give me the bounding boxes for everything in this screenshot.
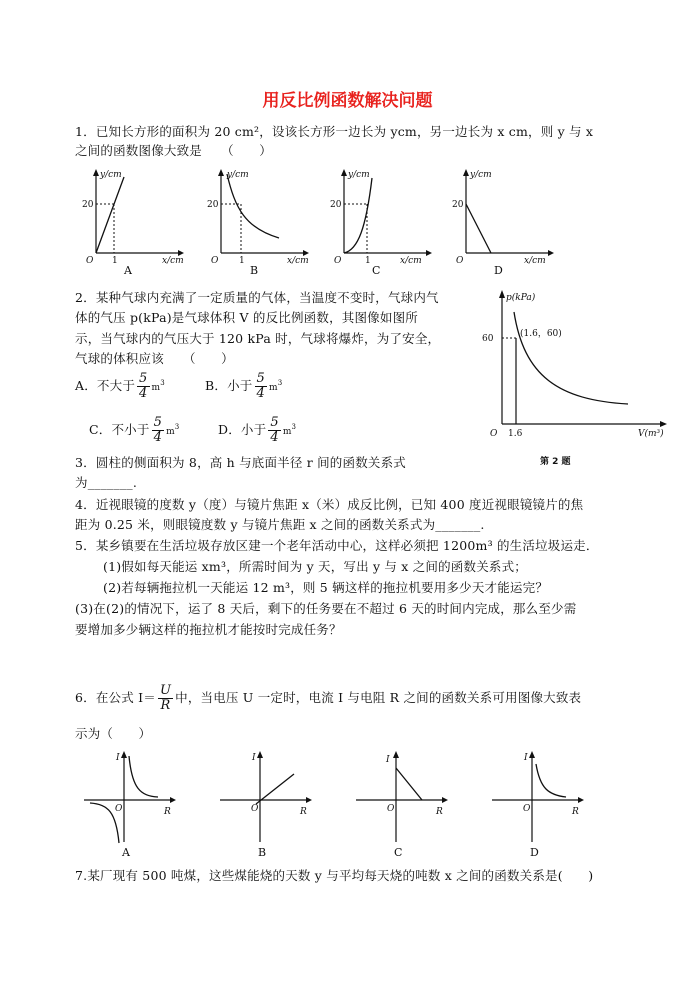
q6-graph-d bbox=[488, 748, 598, 860]
q6b-origin: O bbox=[251, 804, 259, 814]
q6-graph-b bbox=[216, 748, 326, 860]
q1-graph-c bbox=[328, 168, 438, 276]
q1b-tick: 20 bbox=[207, 200, 219, 210]
q6c-ylabel: I bbox=[386, 755, 390, 765]
q6c-xlabel: R bbox=[436, 807, 443, 817]
q2-caption: 第 2 题 bbox=[540, 457, 571, 467]
q3-text-line2: 为_______. bbox=[75, 475, 138, 490]
q2-point-label: (1.6，60) bbox=[520, 329, 562, 339]
q1-graph-b bbox=[205, 168, 315, 276]
q1b-label: B bbox=[250, 264, 259, 277]
q1b-origin: O bbox=[211, 256, 219, 266]
q2-xlabel: V(m³) bbox=[638, 429, 664, 439]
page-title: 用反比例函数解决问题 bbox=[262, 91, 433, 111]
q5-text-line1: 5．某乡镇要在生活垃圾存放区建一个老年活动中心，这样必须把 1200m³ 的生活垃圾运走． bbox=[75, 538, 599, 553]
q2-option-d: D．小于 $\frac{5}{4}$ $m^3$ bbox=[218, 415, 297, 445]
q2-text-line1: 2．某种气球内充满了一定质量的气体，当温度不变时，气球内气 bbox=[75, 290, 439, 305]
q1c-label: C bbox=[372, 264, 381, 277]
q2-ytick: 60 bbox=[482, 334, 494, 344]
q1b-ylabel: y/cm bbox=[227, 170, 249, 180]
q2-option-b: B．小于 $\frac{5}{4}$ $m^3$ bbox=[205, 371, 283, 401]
q4-text-line1: 4．近视眼镜的度数 y（度）与镜片焦距 x（米）成反比例，已知 400 度近视眼镜镜片的焦 bbox=[75, 497, 584, 512]
q2-ylabel: p(kPa) bbox=[506, 293, 536, 303]
q2-option-a: A．不大于 $\frac{5}{4}$ $m^3$ bbox=[75, 371, 165, 401]
q2-origin: O bbox=[490, 429, 498, 439]
q1d-tick: 20 bbox=[452, 200, 464, 210]
q2-text-line3: 示，当气球内的气压大于 120 kPa 时，气球将爆炸，为了安全， bbox=[75, 331, 441, 346]
q5-text-line5: 要增加多少辆这样的拖拉机才能按时完成任务？ bbox=[75, 622, 342, 637]
q1a-tick: 20 bbox=[82, 200, 94, 210]
q1c-x1: 1 bbox=[365, 256, 371, 266]
q1a-xlabel: x/cm bbox=[162, 256, 184, 266]
q1b-x1: 1 bbox=[239, 256, 245, 266]
q1-text-line1: 1．已知长方形的面积为 20 cm²，设该长方形一边长为 ycm，另一边长为 x cm，则 y 与 x bbox=[75, 124, 594, 139]
q6c-label: C bbox=[394, 846, 403, 859]
q6-text-line2: 示为（ ） bbox=[75, 726, 152, 741]
q6d-label: D bbox=[530, 846, 539, 859]
q6b-xlabel: R bbox=[300, 807, 307, 817]
q1d-origin: O bbox=[456, 256, 464, 266]
q5-text-line2: (1)假如每天能运 xm³，所需时间为 y 天，写出 y 与 x 之间的函数关系式； bbox=[103, 559, 528, 574]
q6a-label: A bbox=[122, 846, 130, 859]
q6b-ylabel: I bbox=[252, 753, 256, 763]
q1c-tick: 20 bbox=[330, 200, 342, 210]
q6b-label: B bbox=[258, 846, 267, 859]
q6d-ylabel: I bbox=[524, 753, 528, 763]
q2-graph bbox=[478, 286, 668, 471]
q1c-origin: O bbox=[334, 256, 342, 266]
q7-text-line1: 7.某厂现有 500 吨煤，这些煤能烧的天数 y 与平均每天烧的吨数 x 之间的函数关系是( ) bbox=[75, 868, 594, 883]
q1d-ylabel: y/cm bbox=[470, 170, 492, 180]
q1c-xlabel: x/cm bbox=[400, 256, 422, 266]
q4-text-line2: 距为 0.25 米，则眼镜度数 y 与镜片焦距 x 之间的函数关系式为_______. bbox=[75, 517, 485, 532]
q1d-label: D bbox=[494, 264, 503, 277]
q5-text-line4: (3)在(2)的情况下，运了 8 天后，剩下的任务要在不超过 6 天的时间内完成，那么至少需 bbox=[75, 601, 577, 616]
q6a-origin: O bbox=[115, 804, 123, 814]
q6a-ylabel: I bbox=[116, 753, 120, 763]
q2-xtick: 1.6 bbox=[508, 429, 523, 439]
q1-graph-d bbox=[450, 168, 560, 276]
q1c-ylabel: y/cm bbox=[348, 170, 370, 180]
q1d-xlabel: x/cm bbox=[524, 256, 546, 266]
q3-text-line1: 3．圆柱的侧面积为 8，高 h 与底面半径 r 间的函数关系式 bbox=[75, 455, 406, 470]
q1-text-line2: 之间的函数图像大致是 （ ） bbox=[75, 143, 272, 158]
q1a-label: A bbox=[124, 264, 132, 277]
q6-graph-c bbox=[352, 748, 462, 860]
q1-graph-a bbox=[80, 168, 190, 276]
q6d-xlabel: R bbox=[572, 807, 579, 817]
q1a-x1: 1 bbox=[112, 256, 118, 266]
q6-text-line1: 6．在公式 I＝ $\frac{U}{R}$ 中，当电压 U 一定时，电流 I 与电阻 R 之间的函数关系可用图像大致表 bbox=[75, 683, 582, 713]
q5-text-line3: (2)若每辆拖拉机一天能运 12 m³，则 5 辆这样的拖拉机要用多少天才能运完？ bbox=[103, 580, 549, 595]
q2-text-line4: 气球的体积应该 （ ） bbox=[75, 351, 234, 366]
q6-graph-a bbox=[80, 748, 190, 860]
q2-option-c: C．不小于 $\frac{5}{4}$ $m^3$ bbox=[89, 415, 180, 445]
q1b-xlabel: x/cm bbox=[287, 256, 309, 266]
q6c-origin: O bbox=[387, 804, 395, 814]
q6a-xlabel: R bbox=[164, 807, 171, 817]
q1a-origin: O bbox=[86, 256, 94, 266]
q6d-origin: O bbox=[523, 804, 531, 814]
q2-text-line2: 体的气压 p(kPa)是气球体积 V 的反比例函数，其图像如图所 bbox=[75, 310, 418, 325]
q1a-ylabel: y/cm bbox=[100, 170, 122, 180]
